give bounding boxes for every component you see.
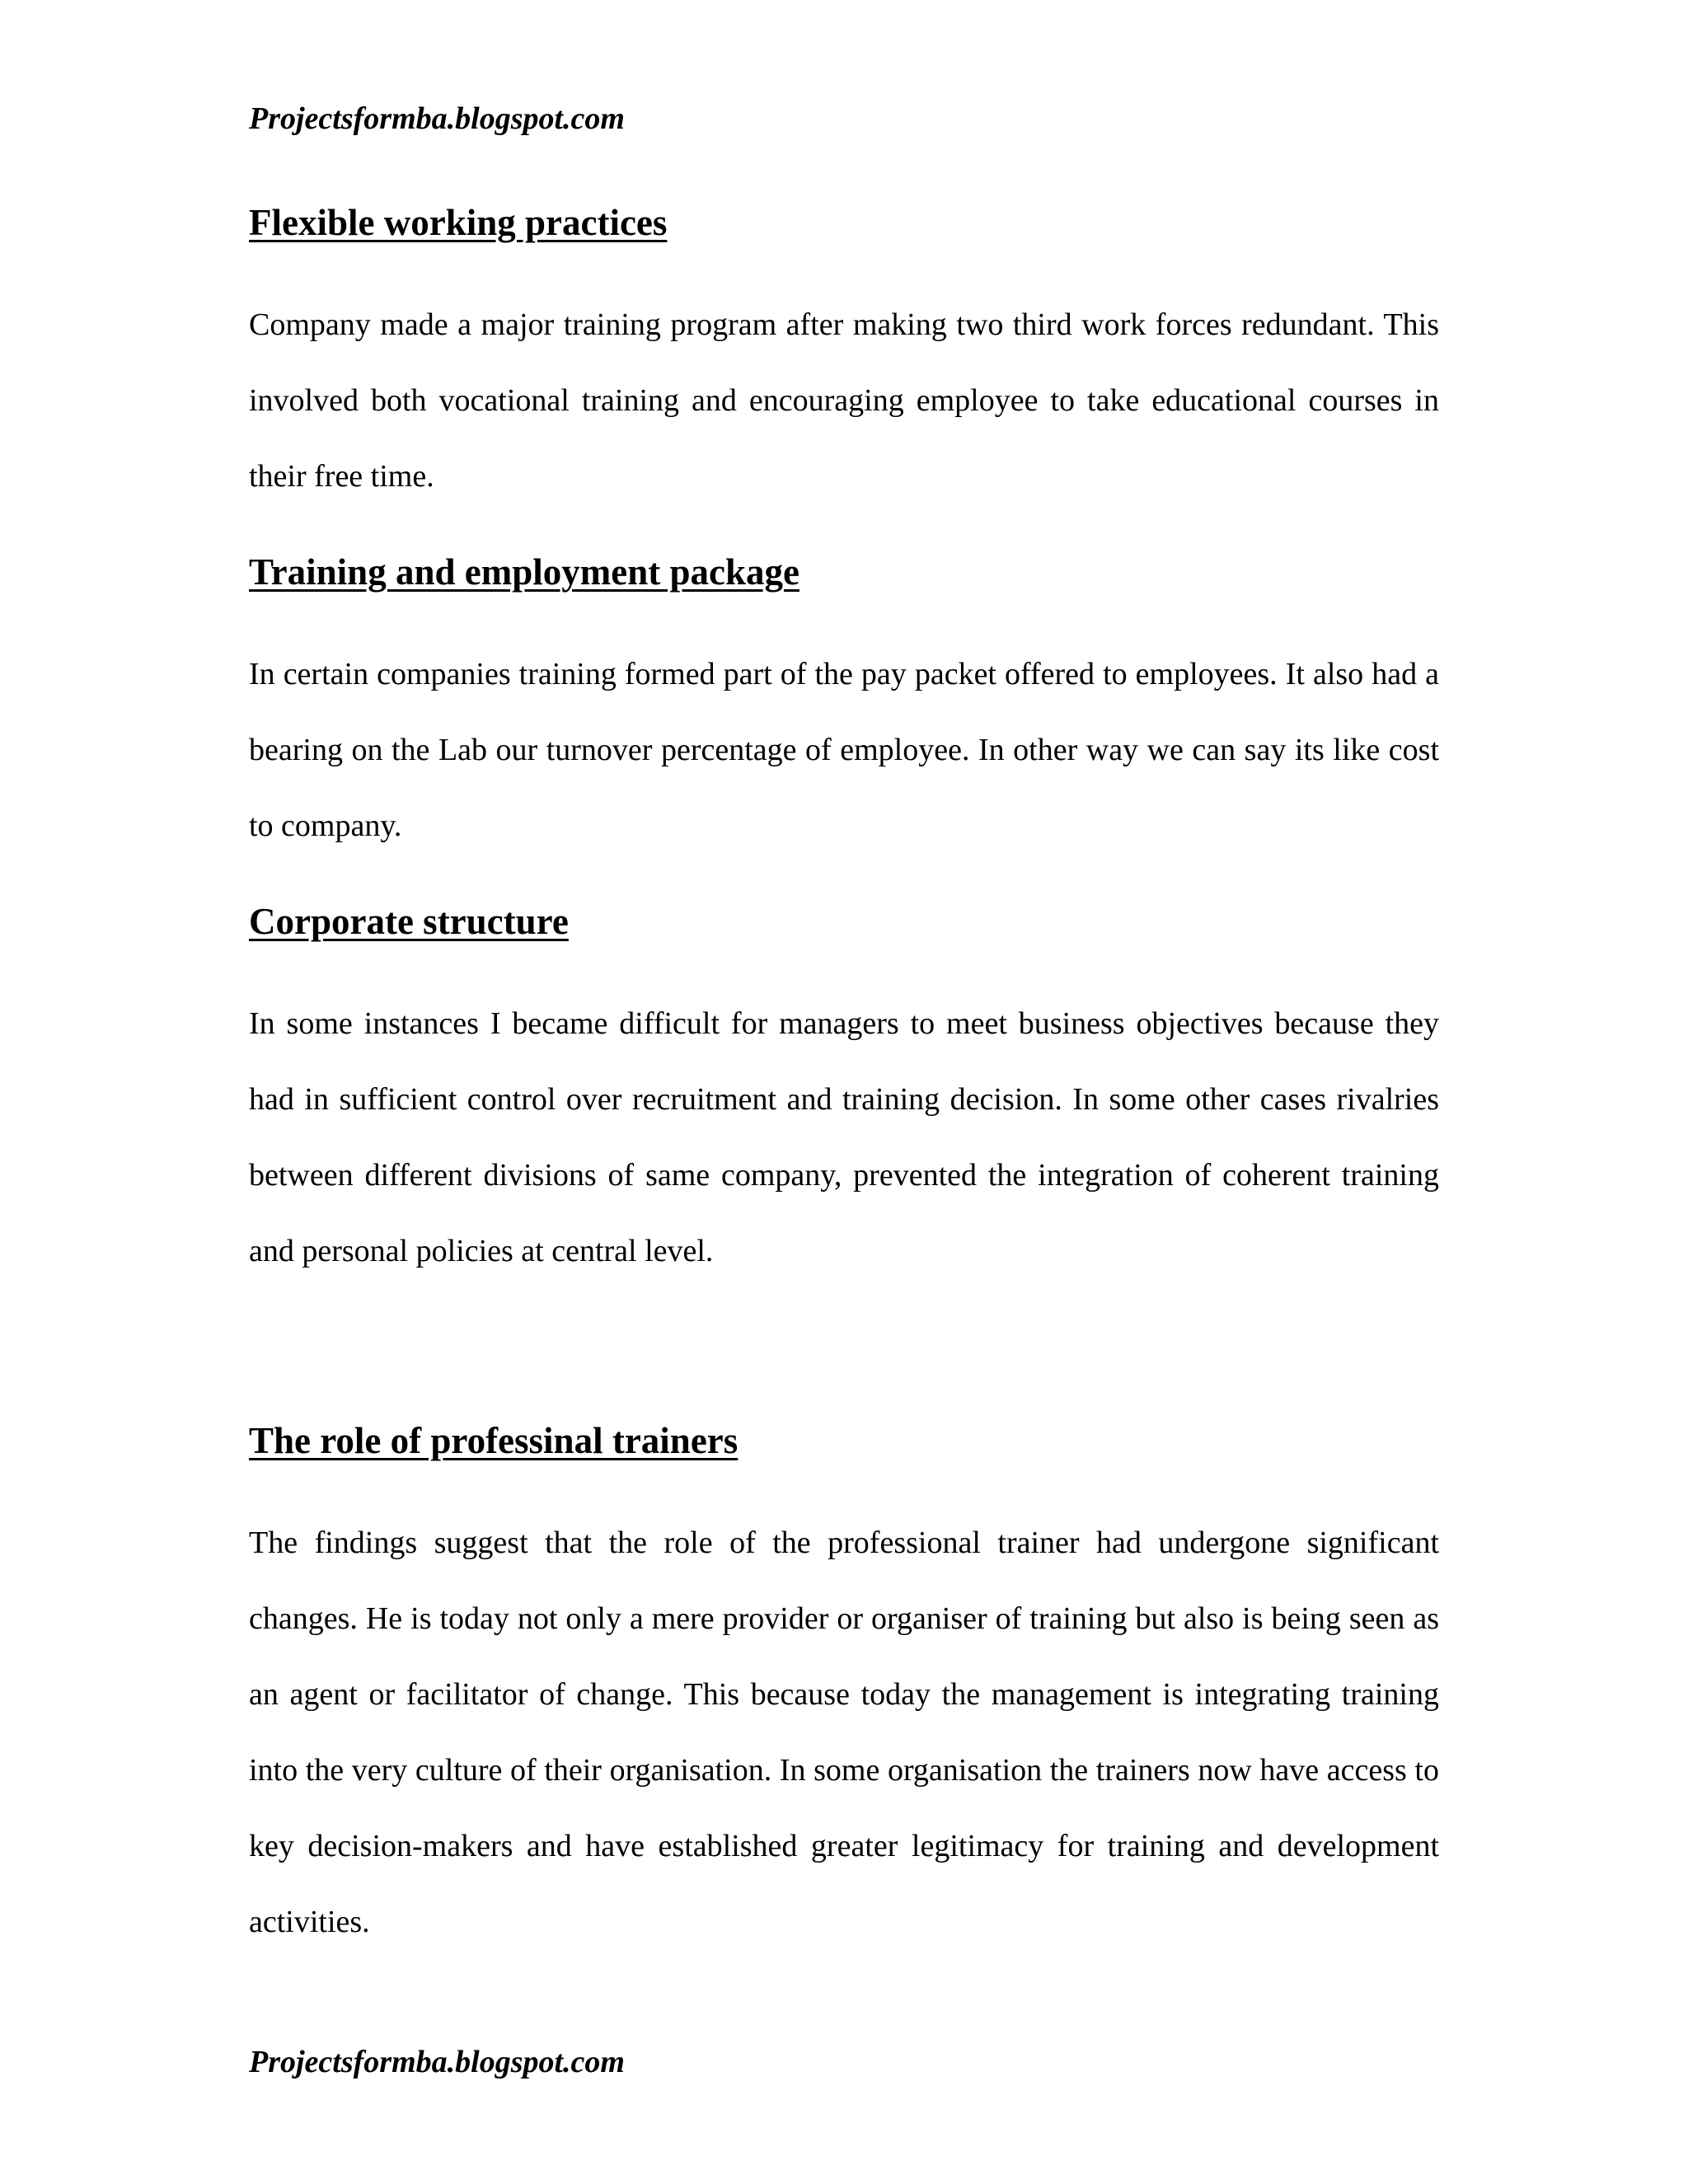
section-body-professional-trainers: The findings suggest that the role of the professional trainer had undergone significant changes. He is today not only a mere provider or organiser of training but also is being seen as an agent or facilitator of change. This because today the management is integrating training into the very culture of their organisation. In some organisation the trainers now have access to key decision-makers and have established greater legitimacy for training and development activities. [249,1526,1439,1939]
section-body-training-employment: In certain companies training formed part of the pay packet offered to employees. It also had a bearing on the Lab our turnover percentage of employee. In other way we can say its like cost to company. [249,657,1439,843]
section-body-corporate-structure: In some instances I became difficult for managers to meet business objectives because they had in sufficient control over recruitment and training decision. In some other cases rivalries between different divisions of same company, prevented the integration of coherent training and personal policies at central level. [249,1006,1439,1268]
section-heading-professional-trainers: The role of professinal trainers [249,1420,738,1461]
page-header: Projectsformba.blogspot.com [249,101,625,136]
section-heading-training-employment: Training and employment package [249,551,799,593]
section-heading-corporate-structure: Corporate structure [249,901,569,942]
section-heading-flexible-working: Flexible working practices [249,202,668,243]
section-body-flexible-working: Company made a major training program after making two third work forces redundant. This involved both vocational training and encouraging employee to take educational courses in their free time. [249,307,1439,494]
page-footer: Projectsformba.blogspot.com [249,2045,625,2079]
